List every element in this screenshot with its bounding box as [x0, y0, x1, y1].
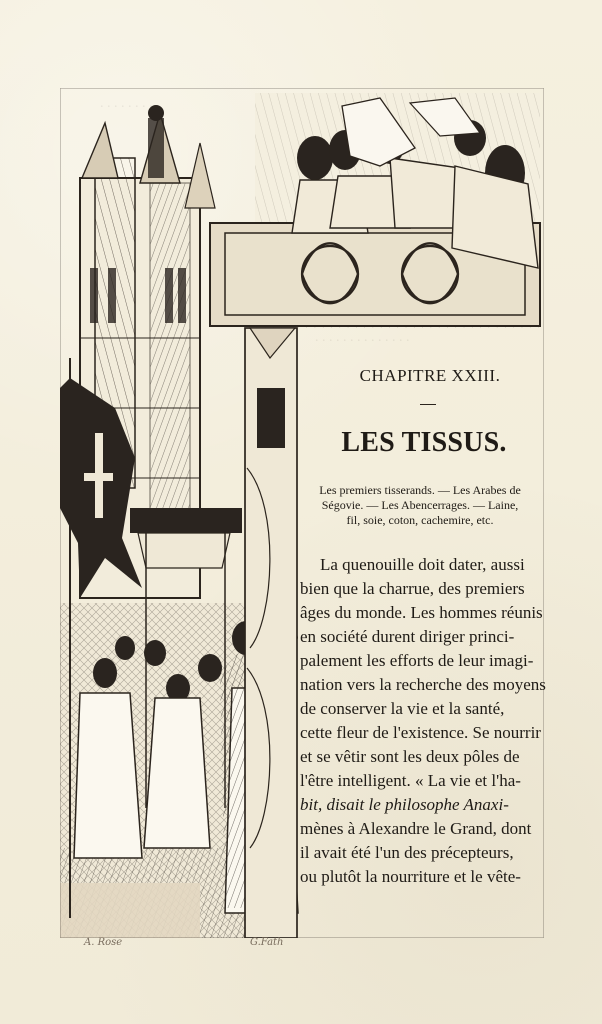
bleed-through-middle: . . . . . . . . . . . . . . — [315, 330, 410, 345]
artist-credit-right: G.Fath — [250, 937, 284, 948]
artist-credit-left: A. Rose — [84, 937, 123, 948]
balcony-scene — [210, 93, 540, 328]
body-line: bien que la charrue, des premiers — [300, 579, 525, 598]
body-line: nation vers la recherche des moyens — [300, 675, 546, 694]
body-line: palement les efforts de leur imagi- — [300, 651, 534, 670]
body-line: âges du monde. Les hommes réunis — [300, 603, 543, 622]
chapter-title: LES TISSUS. — [341, 427, 507, 458]
body-line: cette fleur de l'existence. Se nourrir — [300, 723, 541, 742]
body-line: La quenouille doit dater, aussi — [320, 555, 525, 574]
body-line: et se vêtir sont les deux pôles de — [300, 747, 520, 766]
chapter-summary — [296, 483, 544, 528]
summary-line: fil, soie, coton, cachemire, etc. — [346, 513, 494, 527]
summary-line: Les premiers tisserands. — Les Arabes de — [319, 483, 521, 497]
body-line: en société durent diriger princi- — [300, 627, 515, 646]
right-column-architecture — [245, 328, 297, 938]
chapter-body — [300, 553, 548, 889]
body-line: bit, disait le philosophe Anaxi- — [300, 795, 509, 814]
bleed-through-top: . . . . . . . . . — [100, 96, 160, 111]
body-line: mènes à Alexandre le Grand, dont — [300, 819, 532, 838]
body-line: de conserver la vie et la santé, — [300, 699, 505, 718]
body-line: ou plutôt la nourriture et le vête- — [300, 867, 521, 886]
title-divider — [420, 404, 436, 405]
summary-line: Ségovie. — Les Abencerrages. — Laine, — [321, 498, 519, 512]
chapter-text-block — [300, 366, 548, 889]
body-line: il avait été l'un des précepteurs, — [300, 843, 514, 862]
chapter-label: CHAPITRE XXIII. — [359, 366, 501, 385]
body-line: l'être intelligent. « La vie et l'ha- — [300, 771, 521, 790]
